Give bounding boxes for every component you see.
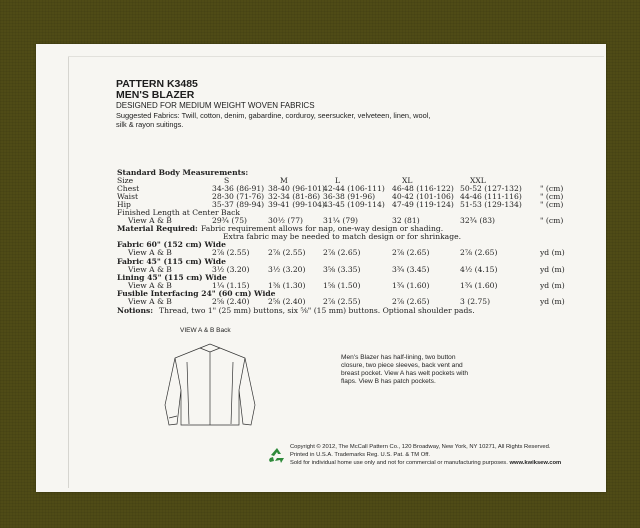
yardage-value: 3⅝ (3.35)	[323, 264, 361, 274]
description	[341, 354, 468, 386]
yardage-value: 2⅞ (2.55)	[268, 248, 306, 258]
finished-value: 32 (81)	[392, 216, 420, 225]
size-label: Size	[117, 176, 134, 185]
yardage-value: 1¾ (1.60)	[460, 280, 498, 290]
notions-label: Notions:	[117, 305, 154, 315]
view-label: View A & B	[128, 280, 172, 290]
size-s: S	[224, 176, 230, 185]
description-line: Men's Blazer has half-lining, two button	[341, 354, 456, 361]
yardage-value: 1¼ (1.15)	[212, 280, 250, 290]
notions-text: Thread, two 1" (25 mm) buttons, six ⅝" (15 mm) buttons. Optional shoulder pads.	[159, 305, 475, 315]
measure-value: 38-40 (96-101)	[268, 184, 325, 193]
yardage-value: 2⅞ (2.65)	[323, 248, 361, 258]
recycle-icon	[268, 447, 286, 464]
measure-value: 39-41 (99-104)	[268, 200, 325, 209]
pattern-number: PATTERN K3485	[116, 78, 198, 90]
yardage-value: 1⅝ (1.50)	[323, 280, 361, 290]
yardage-value: 3½ (3.20)	[212, 264, 250, 274]
view-label: View A & B	[128, 216, 172, 225]
description-line: closure, two piece sleeves, back vent and	[341, 362, 463, 369]
finished-value: 32¾ (83)	[460, 216, 496, 225]
yardage-value: 2⅞ (2.65)	[392, 297, 430, 307]
suggested-fabrics-cont: silk & rayon suitings.	[116, 120, 184, 129]
measure-chest-label: Chest	[117, 184, 140, 193]
material-note: Fabric requirement allows for nap, one-way design or shading.	[201, 224, 444, 233]
finished-value: 31¼ (79)	[323, 216, 359, 225]
view-label: View A & B	[128, 248, 172, 258]
yardage-value: 1¾ (1.60)	[392, 280, 430, 290]
unit-label: " (cm)	[540, 184, 564, 193]
unit-label: " (cm)	[540, 216, 564, 225]
yardage-value: 2⅞ (2.55)	[212, 248, 250, 258]
view-label: View A & B	[128, 297, 172, 307]
website-link[interactable]: www.kwiksew.com	[509, 460, 562, 466]
material-group-heading: Lining 45" (115 cm) Wide	[117, 272, 227, 282]
unit-label: " (cm)	[540, 200, 564, 209]
measure-value: 40-42 (101-106)	[392, 192, 454, 201]
yardage-value: 1⅜ (1.30)	[268, 280, 306, 290]
yardage-value: 2⅝ (2.40)	[268, 297, 306, 307]
yardage-value: 2⅞ (2.65)	[392, 248, 430, 258]
measure-value: 36-38 (91-96)	[323, 192, 376, 201]
yardage-value: 3 (2.75)	[460, 297, 491, 307]
measure-value: 46-48 (116-122)	[392, 184, 454, 193]
measure-value: 44-46 (111-116)	[460, 192, 522, 201]
measure-value: 51-53 (129-134)	[460, 200, 522, 209]
suggested-fabrics: Suggested Fabrics: Twill, cotton, denim, gabardine, corduroy, seersucker, velveteen, linen, wool,	[116, 111, 431, 120]
measure-value: 47-49 (119-124)	[392, 200, 454, 209]
yardage-value: 2⅞ (2.65)	[460, 248, 498, 258]
yardage-value: 3¾ (3.45)	[392, 264, 430, 274]
size-xxl: XXL	[470, 176, 486, 185]
description-line: breast pocket. View A has welt pockets with	[341, 370, 469, 377]
size-xl: XL	[402, 176, 413, 185]
yardage-value: 4½ (4.15)	[460, 264, 498, 274]
description-line: flaps. View B has patch pockets.	[341, 378, 436, 385]
usage-notice: Sold for individual home use only and not for commercial or manufacturing purposes.	[290, 460, 508, 466]
material-group-heading: Fabric 60" (152 cm) Wide	[117, 240, 226, 250]
measure-value: 34-36 (86-91)	[212, 184, 265, 193]
yardage-value: 2⅝ (2.40)	[212, 297, 250, 307]
yardage-value: 3½ (3.20)	[268, 264, 306, 274]
size-m: M	[280, 176, 288, 185]
material-note: Extra fabric may be needed to match design or for shrinkage.	[223, 232, 461, 241]
measure-value: 50-52 (127-132)	[460, 184, 522, 193]
unit-label: yd (m)	[540, 297, 565, 307]
measure-value: 32-34 (81-86)	[268, 192, 321, 201]
pattern-name: MEN'S BLAZER	[116, 89, 195, 101]
size-l: L	[335, 176, 341, 185]
measure-hip-label: Hip	[117, 200, 131, 209]
view-label: View A & B	[128, 264, 172, 274]
unit-label: yd (m)	[540, 280, 565, 290]
envelope-flap-edge	[68, 56, 69, 488]
measure-waist-label: Waist	[117, 192, 139, 201]
finished-value: 30½ (77)	[268, 216, 304, 225]
yardage-value: 2⅞ (2.55)	[323, 297, 361, 307]
unit-label: yd (m)	[540, 248, 565, 258]
envelope-flap-top-edge	[68, 56, 604, 57]
illustration-caption: VIEW A & B Back	[180, 327, 231, 334]
material-required-label: Material Required:	[117, 224, 198, 233]
material-group-heading: Fabric 45" (115 cm) Wide	[117, 256, 226, 266]
unit-label: " (cm)	[540, 192, 564, 201]
measure-value: 42-44 (106-111)	[323, 184, 385, 193]
measure-value: 28-30 (71-76)	[212, 192, 265, 201]
finished-value: 29¾ (75)	[212, 216, 248, 225]
measurements-heading: Standard Body Measurements:	[117, 168, 249, 177]
designed-for: DESIGNED FOR MEDIUM WEIGHT WOVEN FABRICS	[116, 101, 315, 110]
measure-value: 43-45 (109-114)	[323, 200, 385, 209]
measure-value: 35-37 (89-94)	[212, 200, 265, 209]
copyright: Copyright © 2012, The McCall Pattern Co., 120 Broadway, New York, NY 10271, All Rights Reserved.	[290, 444, 551, 450]
unit-label: yd (m)	[540, 264, 565, 274]
blazer-back-drawing	[155, 340, 265, 435]
material-group-heading: Fusible Interfacing 24" (60 cm) Wide	[117, 289, 276, 299]
finished-length-label: Finished Length at Center Back	[117, 208, 240, 217]
printed-in: Printed in U.S.A. Trademarks Reg. U.S. Pat. & TM Off.	[290, 452, 430, 458]
